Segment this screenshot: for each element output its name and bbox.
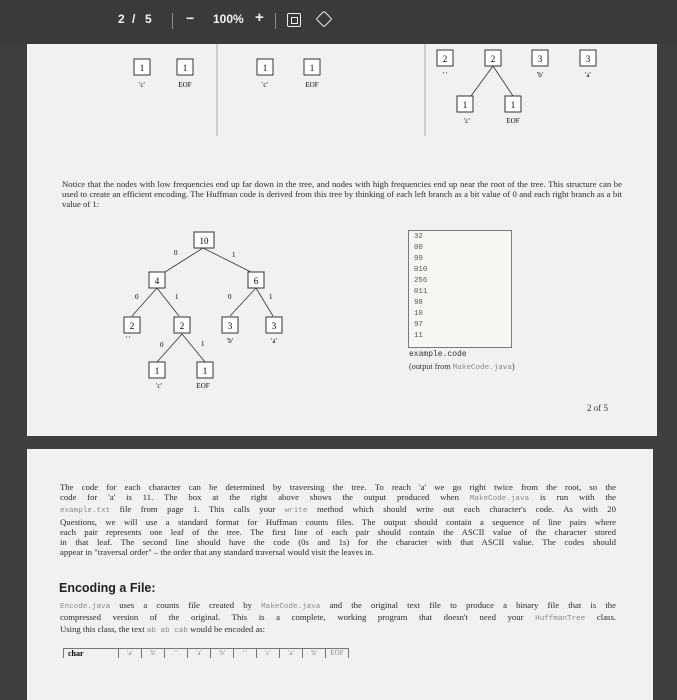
table-cell: 'b' xyxy=(142,648,165,658)
leaf-label: 'a' xyxy=(585,71,591,79)
text-run: appear in "traversal order" – the order that any standard traversal would visit the leaves in. xyxy=(60,547,374,558)
paragraph-line xyxy=(60,612,616,624)
node-value: 6 xyxy=(253,276,259,286)
node-value: 2 xyxy=(442,54,448,64)
code-line: 256 xyxy=(414,277,428,285)
bit-label: 1 xyxy=(232,251,236,259)
text-run: in that leaf. The second line should have the code (0s and 1s) for the character with that ASCII value. The codes should xyxy=(60,537,616,548)
inline-code: MakeCode.java xyxy=(261,603,321,611)
leaf-label: 'b' xyxy=(226,337,234,345)
page-separator: / xyxy=(132,12,136,26)
text-run: class. xyxy=(585,612,616,623)
paragraph-line xyxy=(60,600,616,612)
table-cell: 'c' xyxy=(257,648,280,658)
text-run: The code for each character can be determined by traversing the tree. To reach 'a' we go right twice from the root, so the xyxy=(60,482,616,492)
inline-code: MakeCode.java xyxy=(469,495,530,504)
paragraph-line xyxy=(60,527,616,537)
bit-label: 0 xyxy=(160,341,164,349)
code-line: 97 xyxy=(414,321,423,329)
node-value: 1 xyxy=(462,100,468,110)
zoom-in-button[interactable]: + xyxy=(255,9,264,26)
text-run: would be encoded as: xyxy=(187,624,266,635)
rotate-icon[interactable] xyxy=(316,11,333,28)
text-run: uses a counts file created by xyxy=(110,600,262,610)
node-value: 3 xyxy=(227,321,233,331)
paragraph-line xyxy=(60,492,616,504)
bit-label: 1 xyxy=(201,340,205,348)
leaf-label: 'c' xyxy=(156,382,162,390)
table-cell: 'a' xyxy=(119,648,142,658)
paragraph-line xyxy=(60,504,616,516)
encoding-paragraph xyxy=(60,600,616,637)
bit-label: 0 xyxy=(135,293,139,301)
table-cell: ' ' xyxy=(165,648,188,658)
inline-code: write xyxy=(284,507,308,516)
bit-label: 1 xyxy=(269,293,273,301)
paragraph-line xyxy=(60,547,616,557)
page-current[interactable]: 2 xyxy=(118,12,125,26)
huffman-tree xyxy=(124,232,282,390)
table-cell: 'a' xyxy=(188,648,211,658)
leaf-label: 'c' xyxy=(139,81,145,89)
node-value: 1 xyxy=(139,63,145,73)
paragraph-line xyxy=(60,517,616,527)
document-page-3 xyxy=(27,449,653,700)
leaf-label: EOF xyxy=(506,117,520,125)
inline-code: HuffmanTree xyxy=(535,615,586,624)
node-value: 3 xyxy=(537,54,543,64)
bit-label: 0 xyxy=(228,293,232,301)
node-value: 1 xyxy=(182,63,188,73)
fit-page-icon[interactable] xyxy=(287,13,301,27)
code-line: 00 xyxy=(414,244,423,252)
node-value: 1 xyxy=(202,366,208,376)
node-value: 1 xyxy=(309,63,315,73)
text-run: each pair represents one leaf of the tree. The first line of each pair should contain the ASCII value of the character stored xyxy=(60,526,616,537)
notice-paragraph: Notice that the nodes with low frequencies end up far down in the tree, and nodes with high frequencies end up near the root of the tree. This structure can be used to create an efficient encoding. The Huffman code is derived from this tree by thinking of each left branch as a bit value of 0 and each right branch as a bit value of 1: xyxy=(62,179,622,210)
node-value: 2 xyxy=(129,321,135,331)
node-value: 2 xyxy=(179,321,185,331)
leaf-label: 'b' xyxy=(536,71,544,79)
section-heading: Encoding a File: xyxy=(59,581,156,595)
leaf-label: EOF xyxy=(305,81,319,89)
node-value: 3 xyxy=(271,321,277,331)
table-header: char xyxy=(63,648,119,658)
leaf-label: ' ' xyxy=(442,71,448,79)
node-value: 3 xyxy=(585,54,591,64)
text-run: method which should write out each character's code. As with 20 xyxy=(307,504,616,515)
zoom-out-button[interactable]: − xyxy=(186,10,195,26)
text-run: compressed version of the original. This is a complete, working program that doesn't need your xyxy=(60,612,536,623)
tree-edge xyxy=(230,288,256,316)
inline-code: ab ab cab xyxy=(146,627,188,636)
bit-label: 1 xyxy=(175,293,179,301)
tree-edge xyxy=(471,66,493,96)
tree-edge xyxy=(165,248,203,272)
leaf-label: EOF xyxy=(196,382,210,390)
page-number: 2 of 5 xyxy=(587,403,608,413)
paragraph-line xyxy=(60,482,616,492)
code-line: 010 xyxy=(414,266,428,274)
text-run: Questions, we will use a standard format for Huffman counts files. The output should contain a sequence of line pairs where xyxy=(60,516,616,527)
caption-suffix: ) xyxy=(511,362,515,371)
encoding-table xyxy=(63,648,349,658)
node-value: 1 xyxy=(262,63,268,73)
table-cell: 'b' xyxy=(211,648,234,658)
tree-diagrams xyxy=(27,44,657,436)
code-line: 011 xyxy=(414,288,428,296)
toolbar-divider xyxy=(275,13,276,29)
code-line: 11 xyxy=(414,332,423,340)
zoom-level[interactable]: 100% xyxy=(213,12,244,26)
node-value: 1 xyxy=(510,100,516,110)
table-cell: EOF xyxy=(326,648,349,658)
node-value: 1 xyxy=(154,366,160,376)
leaf-label: 'c' xyxy=(262,81,268,89)
text-run: file from page 1. This calls your xyxy=(110,504,285,515)
toolbar-divider xyxy=(172,13,173,29)
text-run: code for 'a' is 11. The box at the right above shows the output produced when xyxy=(60,492,470,503)
node-value: 10 xyxy=(199,236,209,246)
table-cell: 'a' xyxy=(280,648,303,658)
bit-label: 0 xyxy=(174,249,178,257)
code-line: 99 xyxy=(414,255,423,263)
tree-edge xyxy=(182,334,205,362)
table-cell: ' ' xyxy=(234,648,257,658)
paragraph-line xyxy=(60,624,616,636)
code-line: 10 xyxy=(414,310,423,318)
document-page-2 xyxy=(27,44,657,436)
node-value: 4 xyxy=(154,276,160,286)
tree-edge xyxy=(493,66,513,96)
code-line: 98 xyxy=(414,299,423,307)
inline-code: example.txt xyxy=(60,507,111,516)
leaf-label: 'a' xyxy=(271,337,277,345)
inline-code: Encode.java xyxy=(60,603,111,611)
text-run: and the original text file to produce a binary file that is the xyxy=(320,600,616,610)
table-cell: 'b' xyxy=(303,648,326,658)
file-caption: example.code xyxy=(409,350,467,359)
text-run: is run with the xyxy=(529,492,616,503)
page-total: 5 xyxy=(145,12,152,26)
node-value: 2 xyxy=(490,54,496,64)
table-cells xyxy=(119,648,349,658)
caption-class: MakeCode.java xyxy=(452,364,512,372)
output-caption xyxy=(409,362,515,372)
caption-prefix: (output from xyxy=(409,362,453,371)
leaf-label: ' ' xyxy=(125,335,131,343)
tree-edge xyxy=(203,248,251,272)
viewer-toolbar xyxy=(0,0,677,44)
leaf-label: 'c' xyxy=(464,117,470,125)
leaf-label: EOF xyxy=(178,81,192,89)
code-line: 32 xyxy=(414,233,423,241)
text-run: Using this class, the text xyxy=(60,624,147,635)
traversal-paragraph xyxy=(60,482,616,557)
code-output-box xyxy=(408,230,512,348)
paragraph-line xyxy=(60,537,616,547)
